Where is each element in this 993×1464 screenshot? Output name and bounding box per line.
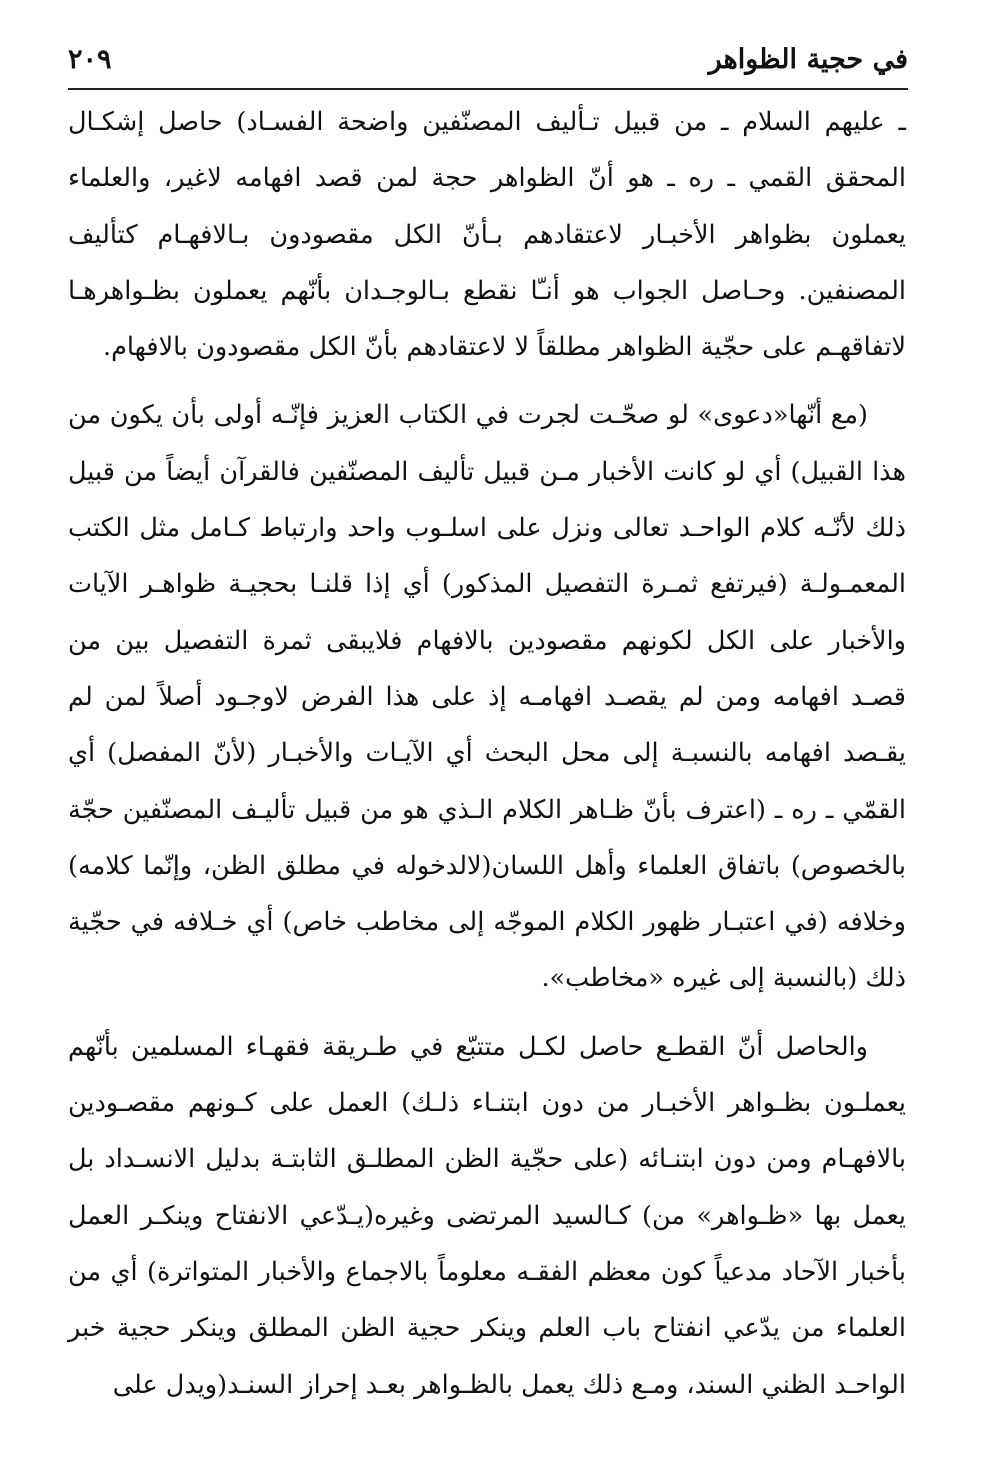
paragraph-3: والحاصل أنّ القطـع حاصل لكـل متتبّع في طـريقة فقهـاء المسلمين بأنّهم يعملـون بظـواهر الأخبـار من دون ابتنـاء ذلـك) العمل على كـونهم مقصـودين بالافهـام ومن دون ابتنـائه (على حجّية الظن المطلـق الثابتـة بدليل الانسـداد بل يعمل بها «ظـواهر» من) كـالسيد المرتضى وغيره(يـدّعي الانفتاح وينكـر العمل بأخبار الآحاد مدعياً كون معظم الفقـه معلوماً بالاجماع والأخبار المتواترة) أي من العلماء من يدّعي انفتاح باب العلم وينكر حجية الظن المطلق وينكر حجية خبر الواحـد الظني السند، ومـع ذلك يعمل بالظـواهر بعـد إحراز السنـد(ويدل على — [68, 1031, 906, 1400]
paragraph-1: ـ عليهم السلام ـ من قبيل تـأليف المصنّفين واضحة الفسـاد) حاصل إشكـال المحقق القمي ـ ره ـ هو أنّ الظواهر حجة لمن قصد افهامه لاغير، والعلماء يعملون بظواهر الأخبـار لاعتقادهم بـأنّ الكل مقصودون بـالافهـام كتأليف المصنفين. وحـاصل الجواب هو أنـّا نقطع بـالوجـدان بأنّهم يعملون بظـواهرهـا لاتفاقهـم على حجّية الظواهر مطلقاً لا لاعتقادهم بأنّ الكل مقصودون بالافهام. — [68, 107, 906, 363]
body-text — [68, 94, 906, 1413]
running-header — [68, 38, 908, 82]
running-title: في حجية الظواهر — [708, 44, 908, 75]
header-divider — [68, 88, 908, 90]
paragraph-2: (مع أنّها«دعوى» لو صحّـت لجرت في الكتاب العزيز فإنّـه أولى بأن يكون من هذا القبيل) أي لو كانت الأخبار مـن قبيل تأليف المصنّفين فالقرآن أيضاً من قبيل ذلك لأنّـه كلام الواحـد تعالى ونزل على اسلـوب واحد وارتباط كـامل مثل الكتب المعمـولـة (فيرتفع ثمـرة التفصيل المذكور) أي إذا قلنـا بحجيـة ظواهـر الآيات والأخبار على الكل لكونهم مقصودين بالافهام فلايبقى ثمرة التفصيل بين من قصـد افهامه ومن لم يقصـد افهامـه إذ على هذا الفرض لاوجـود أصلاً لمن لم يقـصد افهامه بالنسبـة إلى محل البحث أي الآيـات والأخبـار (لأنّ المفصل) أي القمّي ـ ره ـ (اعترف بأنّ ظـاهر الكلام الـذي هو من قبيل تأليـف المصنّفين حجّة بالخصوص) باتفاق العلماء وأهل اللسان(لالدخوله في مطلق الظن، وإنّما كلامه) وخلافه (في اعتبـار ظهور الكلام الموجّه إلى مخاطب خاص) أي خـلافه في حجّية ذلك (بالنسبة إلى غيره «مخاطب». — [68, 400, 906, 994]
page-number: ٢٠٩ — [68, 44, 112, 75]
